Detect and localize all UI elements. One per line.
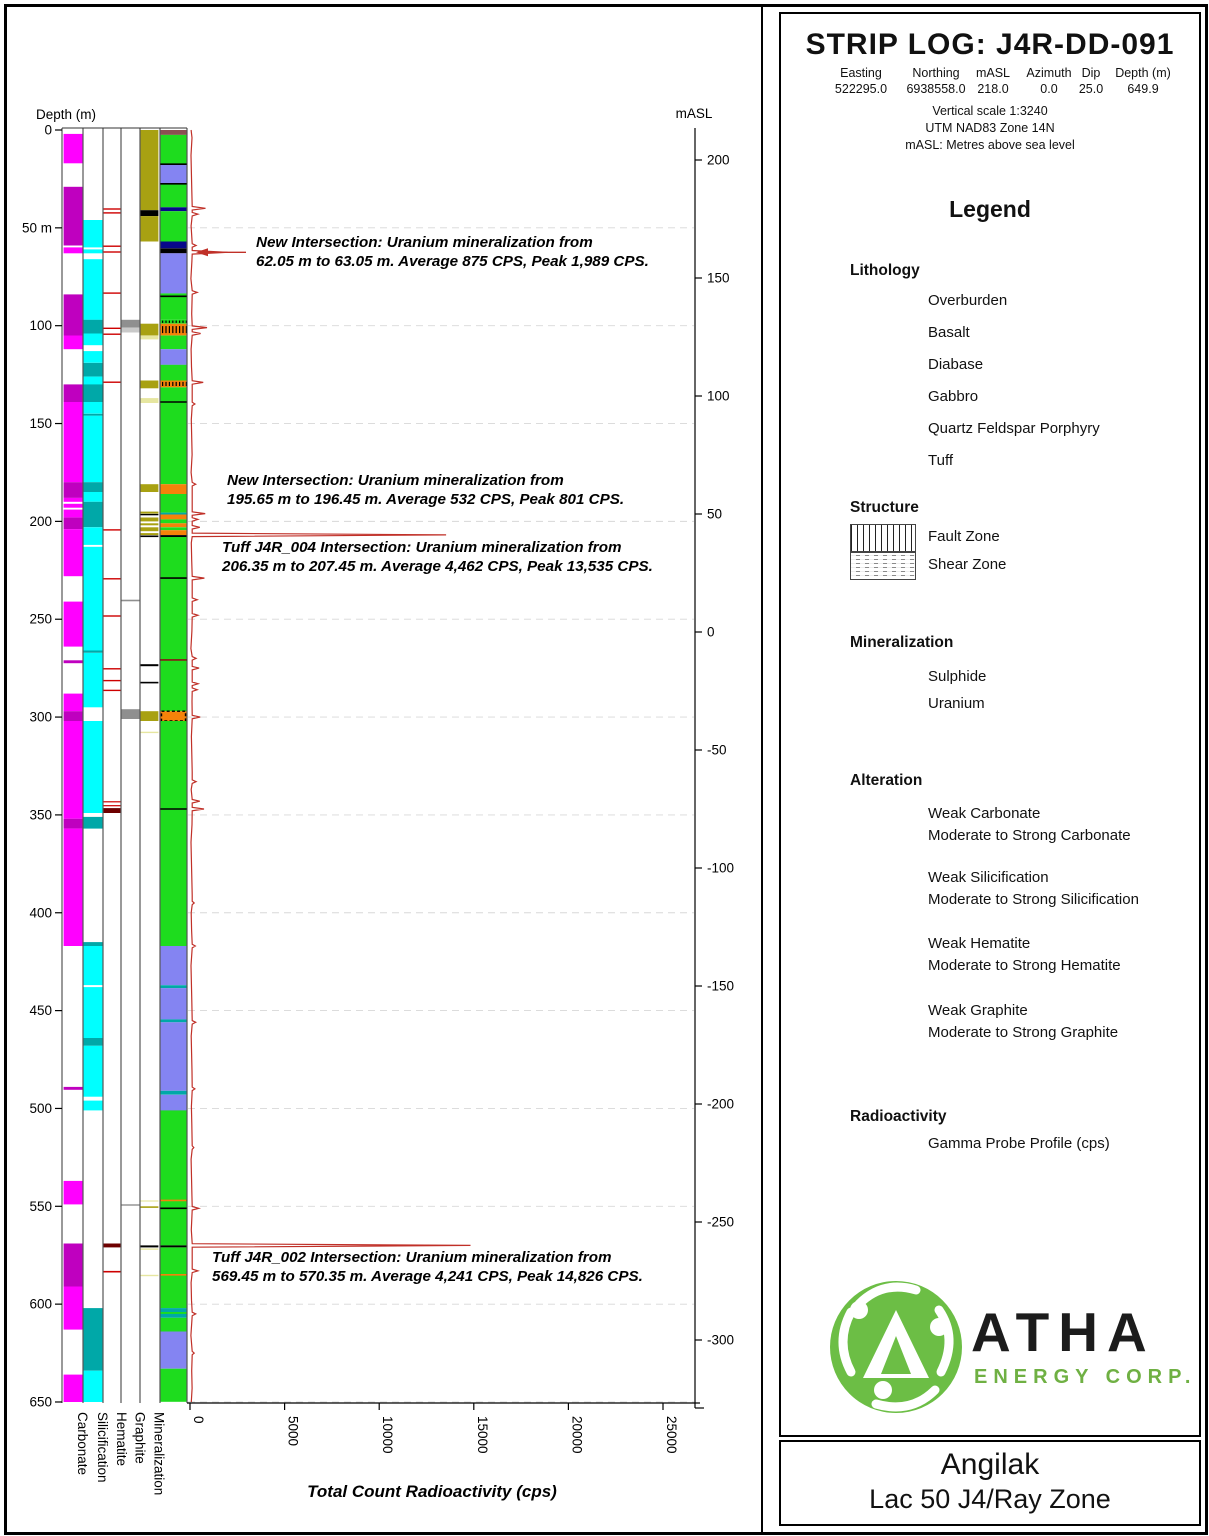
svg-text:500: 500 — [29, 1100, 52, 1116]
gamma-probe-profile — [191, 130, 471, 1402]
svg-text:-300: -300 — [707, 1332, 735, 1348]
svg-text:650: 650 — [29, 1394, 52, 1410]
lithology-label: Basalt — [928, 324, 970, 341]
shear-zone-swatch — [850, 552, 916, 580]
svg-text:600: 600 — [29, 1296, 52, 1312]
legend-title: Legend — [949, 196, 1031, 222]
svg-text:450: 450 — [29, 1003, 52, 1019]
svg-text:550: 550 — [29, 1198, 52, 1214]
alteration-label: Weak Hematite — [928, 935, 1031, 952]
meta-value: 6938558.0 — [906, 82, 966, 96]
hematite-swatch — [850, 929, 914, 973]
project-footer — [779, 1440, 1201, 1526]
svg-text:0: 0 — [44, 122, 52, 138]
silicification-swatch — [850, 863, 914, 907]
alteration-label: Weak Carbonate — [928, 805, 1041, 822]
lithology-label: Gabbro — [928, 388, 979, 405]
hematite-column-bars — [104, 208, 121, 1272]
mineralization-section-title: Mineralization — [850, 634, 954, 651]
lithology-swatch — [850, 383, 914, 410]
graphite-swatch — [850, 996, 914, 1040]
svg-text:0: 0 — [707, 624, 715, 640]
carbonate-column-bars — [64, 134, 83, 1402]
svg-text:300: 300 — [29, 709, 52, 725]
svg-text:50: 50 — [707, 506, 723, 522]
meta-value: 0.0 — [1040, 82, 1058, 96]
svg-text:mASL: mASL — [675, 106, 713, 121]
mineralization-label: Uranium — [928, 695, 985, 712]
mineralization-label: Sulphide — [928, 668, 987, 685]
structure-label: Shear Zone — [928, 556, 1007, 573]
intersection-annotations — [196, 234, 653, 1285]
svg-text:New Intersection: Uranium mine: New Intersection: Uranium mineralization from 195.65 m to 196.45 m. Average 532 CPS, Peak 801 CPS. — [227, 472, 625, 508]
svg-text:Tuff J4R_002 Intersection: Ura: Tuff J4R_002 Intersection: Uranium mineralization from 569.45 m to 570.35 m. Average 4,241 CPS, Peak 14,826 CPS. — [212, 1249, 643, 1285]
svg-text:0: 0 — [191, 1416, 206, 1424]
lithology-label: Quartz Feldspar Porphyry — [928, 420, 1100, 437]
svg-text:200: 200 — [707, 152, 730, 168]
svg-text:-150: -150 — [707, 978, 735, 994]
atha-logo-icon — [821, 1272, 971, 1422]
alteration-label: Moderate to Strong Graphite — [928, 1024, 1119, 1041]
svg-text:50 m: 50 m — [21, 220, 52, 236]
lithology-swatch — [850, 415, 914, 442]
lithology-swatch — [850, 287, 914, 314]
meta-label: Azimuth — [1026, 66, 1072, 80]
svg-text:Depth (m): Depth (m) — [36, 107, 97, 122]
meta-value: 218.0 — [977, 82, 1009, 96]
utm-note: UTM NAD83 Zone 14N — [925, 121, 1055, 135]
svg-text:Graphite: Graphite — [132, 1412, 148, 1464]
masl-note: mASL: Metres above sea level — [905, 138, 1075, 152]
lithology-section-title: Lithology — [850, 262, 920, 279]
alteration-label: Moderate to Strong Silicification — [928, 891, 1139, 908]
lithology-label: Overburden — [928, 292, 1008, 309]
scale-note: Vertical scale 1:3240 — [932, 104, 1048, 118]
lithology-strip — [161, 130, 188, 1402]
svg-text:15000: 15000 — [474, 1416, 490, 1454]
svg-text:Total Count Radioactivity (cps: Total Count Radioactivity (cps) — [307, 1482, 557, 1501]
lithology-swatch — [850, 319, 914, 346]
carbonate-swatch — [850, 799, 914, 843]
atha-wordmark: ATHA — [971, 1301, 1156, 1363]
uranium-swatch — [850, 690, 914, 717]
alteration-label: Moderate to Strong Carbonate — [928, 827, 1131, 844]
radioactivity-section-title: Radioactivity — [850, 1108, 947, 1125]
lithology-label: Tuff — [928, 452, 954, 469]
svg-text:150: 150 — [707, 270, 730, 286]
svg-text:20000: 20000 — [569, 1416, 585, 1454]
lithology-swatch — [850, 351, 914, 378]
lithology-label: Diabase — [928, 356, 984, 373]
svg-text:Silicification: Silicification — [95, 1412, 110, 1483]
alteration-section-title: Alteration — [850, 772, 923, 789]
meta-label: Dip — [1081, 66, 1101, 80]
svg-text:Mineralization: Mineralization — [151, 1412, 167, 1496]
svg-text:150: 150 — [29, 416, 52, 432]
graphite-column-bars — [122, 320, 140, 1206]
column-labels — [75, 1412, 167, 1495]
fault-zone-swatch — [850, 524, 916, 552]
zone-name: Lac 50 J4/Ray Zone — [869, 1484, 1111, 1514]
alteration-label: Moderate to Strong Hematite — [928, 957, 1121, 974]
meta-value: 522295.0 — [834, 82, 888, 96]
gamma-line-swatch — [850, 1142, 912, 1144]
svg-text:5000: 5000 — [285, 1416, 301, 1447]
alteration-label: Weak Silicification — [928, 869, 1049, 886]
svg-text:25000: 25000 — [664, 1416, 679, 1454]
svg-text:10000: 10000 — [380, 1416, 396, 1454]
meta-label: Easting — [840, 66, 882, 80]
meta-value: 25.0 — [1078, 82, 1104, 96]
svg-text:Tuff J4R_004 Intersection: Ura: Tuff J4R_004 Intersection: Uranium mineralization from 206.35 m to 207.45 m. Average 4,462 CPS, Peak 13,535 CPS. — [222, 539, 653, 575]
lithology-swatch — [850, 447, 914, 474]
structure-section-title: Structure — [850, 499, 919, 516]
svg-text:100: 100 — [707, 388, 730, 404]
page-title: STRIP LOG: J4R-DD-091 — [805, 28, 1175, 61]
silicification-column-bars — [84, 220, 103, 1402]
svg-text:Hematite: Hematite — [114, 1412, 129, 1467]
svg-text:-200: -200 — [707, 1096, 735, 1112]
atha-subtitle: ENERGY CORP. — [974, 1366, 1197, 1388]
mineralization-column-bars — [141, 130, 159, 1276]
svg-text:New Intersection: Uranium mine: New Intersection: Uranium mineralization from 62.05 m to 63.05 m. Average 875 CPS, Peak 1,989 CPS. — [256, 234, 649, 270]
panel-divider — [761, 4, 763, 1532]
svg-text:-50: -50 — [707, 742, 727, 758]
project-name: Angilak — [940, 1448, 1040, 1481]
svg-text:100: 100 — [29, 318, 52, 334]
svg-text:350: 350 — [29, 807, 52, 823]
depth-gridlines — [188, 228, 694, 1402]
svg-text:400: 400 — [29, 905, 52, 921]
sulphide-swatch — [850, 663, 914, 690]
radioactivity-axis — [187, 1403, 700, 1501]
svg-text:-100: -100 — [707, 860, 735, 876]
meta-value: 649.9 — [1127, 82, 1159, 96]
svg-text:250: 250 — [29, 611, 52, 627]
svg-text:-250: -250 — [707, 1214, 735, 1230]
svg-text:200: 200 — [29, 513, 52, 529]
masl-axis — [676, 106, 734, 1408]
info-panel — [779, 12, 1201, 1437]
svg-text:Carbonate: Carbonate — [75, 1412, 90, 1476]
radioactivity-label: Gamma Probe Profile (cps) — [928, 1135, 1110, 1152]
structure-label: Fault Zone — [928, 528, 1000, 545]
meta-label: Depth (m) — [1115, 66, 1171, 80]
meta-label: Northing — [912, 66, 960, 80]
meta-label: mASL — [975, 66, 1011, 80]
alteration-label: Weak Graphite — [928, 1002, 1028, 1019]
